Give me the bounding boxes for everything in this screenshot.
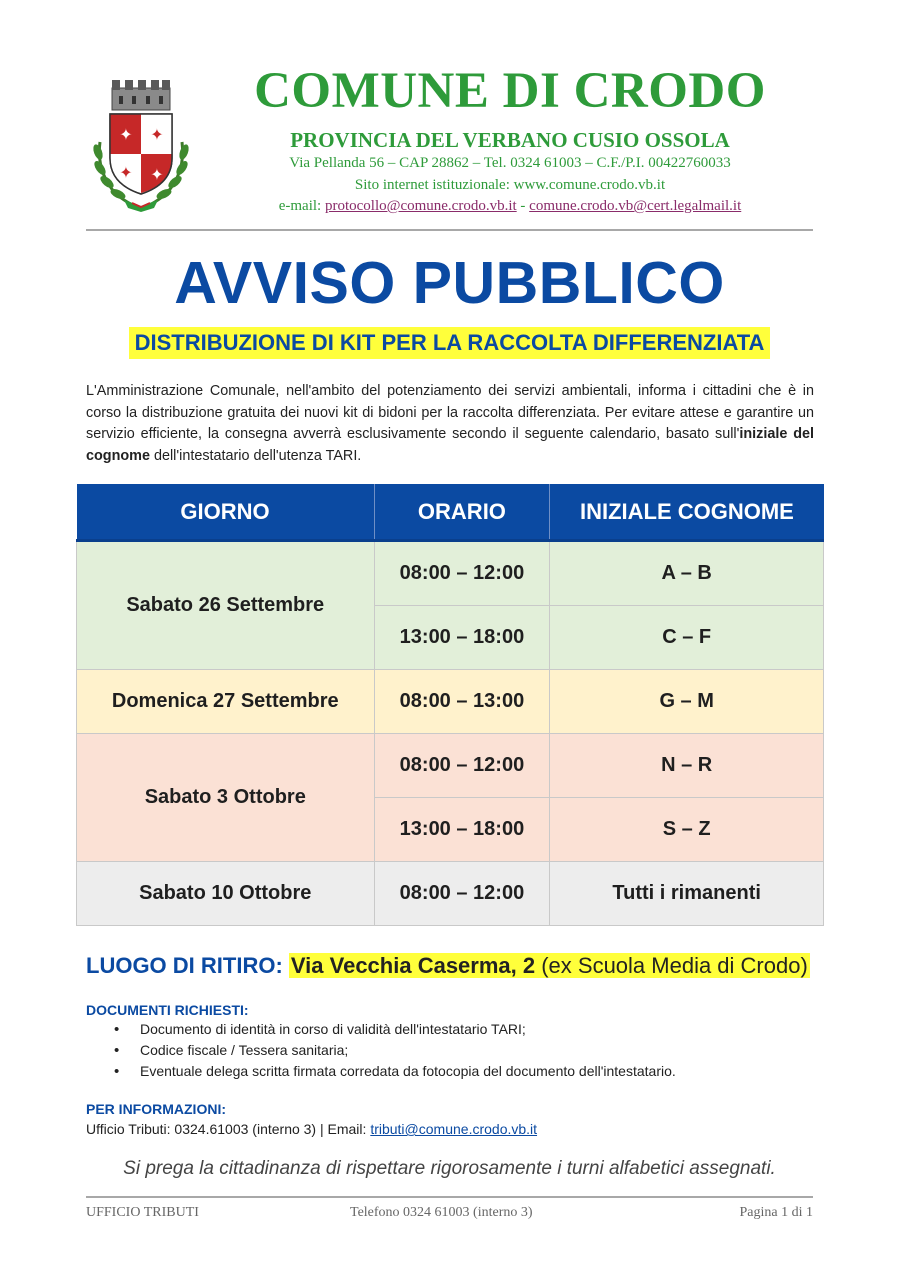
info-heading: PER INFORMAZIONI: bbox=[86, 1101, 226, 1117]
header-initial: INIZIALE COGNOME bbox=[550, 484, 824, 541]
time-cell: 08:00 – 12:00 bbox=[374, 734, 550, 798]
pickup-address: Via Vecchia Caserma, 2 bbox=[290, 953, 536, 978]
municipal-crest-icon bbox=[86, 72, 196, 212]
time-cell: 13:00 – 18:00 bbox=[374, 606, 550, 670]
list-item: • Eventuale delega scritta firmata corredata da fotocopia del documento dell'intestatario. bbox=[86, 1061, 814, 1082]
initial-cell: Tutti i rimanenti bbox=[550, 862, 824, 926]
time-cell: 13:00 – 18:00 bbox=[374, 798, 550, 862]
pickup-location bbox=[86, 950, 810, 982]
province-name: PROVINCIA DEL VERBANO CUSIO OSSOLA bbox=[290, 128, 730, 152]
list-item: • Documento di identità in corso di validità dell'intestatario TARI; bbox=[86, 1019, 814, 1040]
closing-note: Si prega la cittadinanza di rispettare rigorosamente i turni alfabetici assegnati. bbox=[123, 1158, 776, 1179]
footer-divider bbox=[86, 1196, 813, 1198]
svg-text:✦: ✦ bbox=[119, 163, 133, 182]
pec-email-link[interactable]: comune.crodo.vb@cert.legalmail.it bbox=[529, 198, 742, 214]
svg-text:✦: ✦ bbox=[119, 125, 133, 144]
table-row bbox=[77, 862, 824, 926]
day-cell: Sabato 10 Ottobre bbox=[77, 862, 375, 926]
initial-cell: S – Z bbox=[550, 798, 824, 862]
table-row bbox=[77, 541, 824, 606]
pickup-label: LUOGO DI RITIRO: bbox=[86, 953, 283, 978]
documents-heading: DOCUMENTI RICHIESTI: bbox=[86, 1002, 249, 1018]
info-text: Ufficio Tributi: 0324.61003 (interno 3) | Email: bbox=[86, 1121, 371, 1137]
day-cell: Domenica 27 Settembre bbox=[77, 670, 375, 734]
notice-title: AVVISO PUBBLICO bbox=[174, 250, 725, 316]
intro-text-before: L'Amministrazione Comunale, nell'ambito del potenziamento dei servizi ambientali, informa i cittadini che è in corso la distribuzione gratuita dei nuovi kit di bidoni per la raccolta differenziata. Per evitare attese e garantire un servizio efficiente, la consegna avverrà esclusivamente secondo il seguente calendario, basato sull' bbox=[86, 383, 814, 442]
info-line bbox=[86, 1119, 537, 1139]
table-row bbox=[77, 670, 824, 734]
svg-text:✦: ✦ bbox=[150, 125, 164, 144]
initial-cell: N – R bbox=[550, 734, 824, 798]
header-divider bbox=[86, 229, 813, 231]
municipality-name: COMUNE DI CRODO bbox=[254, 63, 766, 119]
intro-paragraph bbox=[86, 381, 814, 467]
protocol-email-link[interactable]: protocollo@comune.crodo.vb.it bbox=[324, 198, 517, 214]
header-time: ORARIO bbox=[374, 484, 550, 541]
initial-cell: C – F bbox=[550, 606, 824, 670]
header-day: GIORNO bbox=[77, 484, 375, 541]
intro-text-after: dell'intestatario dell'utenza TARI. bbox=[149, 447, 362, 464]
pickup-note: (ex Scuola Media di Crodo) bbox=[535, 953, 808, 978]
documents-list bbox=[86, 1019, 814, 1082]
time-cell: 08:00 – 13:00 bbox=[374, 670, 550, 734]
initial-cell: G – M bbox=[550, 670, 824, 734]
tributi-email-link[interactable]: tributi@comune.crodo.vb.it bbox=[370, 1121, 538, 1137]
footer-page-number: Pagina 1 di 1 bbox=[739, 1205, 813, 1220]
municipality-address: Via Pellanda 56 – CAP 28862 – Tel. 0324 61003 – C.F./P.I. 00422760033 bbox=[289, 155, 731, 171]
notice-subtitle-wrap bbox=[0, 327, 899, 359]
footer-office: UFFICIO TRIBUTI bbox=[86, 1205, 199, 1220]
day-cell: Sabato 3 Ottobre bbox=[77, 734, 375, 862]
time-cell: 08:00 – 12:00 bbox=[374, 862, 550, 926]
distribution-schedule-table bbox=[76, 484, 824, 926]
intro-text-bold: iniziale del cognome bbox=[86, 426, 814, 464]
email-separator: - bbox=[516, 198, 530, 214]
svg-text:✦: ✦ bbox=[150, 165, 164, 184]
municipality-emails bbox=[200, 196, 820, 216]
time-cell: 08:00 – 12:00 bbox=[374, 541, 550, 606]
footer-phone: Telefono 0324 61003 (interno 3) bbox=[350, 1205, 533, 1220]
municipality-website: Sito internet istituzionale: www.comune.crodo.vb.it bbox=[354, 177, 666, 193]
table-header-row bbox=[77, 484, 824, 541]
table-row bbox=[77, 734, 824, 798]
notice-subtitle: DISTRIBUZIONE DI KIT PER LA RACCOLTA DIFFERENZIATA bbox=[129, 327, 771, 359]
initial-cell: A – B bbox=[550, 541, 824, 606]
pickup-address-highlight bbox=[289, 953, 810, 978]
email-label: e-mail: bbox=[278, 198, 325, 214]
day-cell: Sabato 26 Settembre bbox=[77, 541, 375, 670]
list-item: • Codice fiscale / Tessera sanitaria; bbox=[86, 1040, 814, 1061]
